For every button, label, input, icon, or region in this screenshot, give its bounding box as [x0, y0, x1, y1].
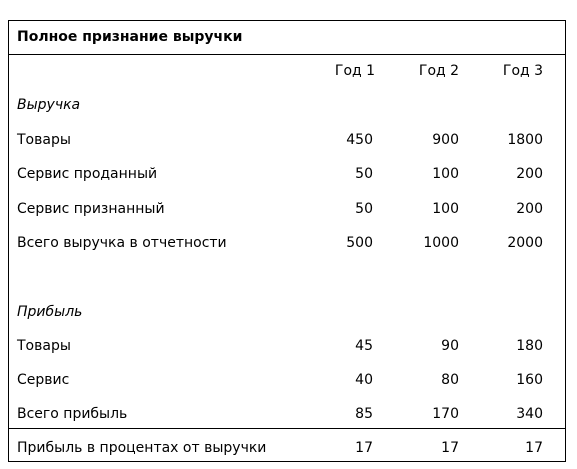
row-value: 17 [355, 440, 373, 456]
table-title: Полное признание выручки [17, 29, 243, 45]
row-value: 17 [525, 440, 543, 456]
row-value: 40 [355, 372, 373, 388]
table-title-row [9, 21, 565, 55]
row-label: Прибыль в процентах от выручки [17, 440, 267, 456]
revenue-table [8, 20, 566, 462]
row-value: 50 [355, 201, 373, 217]
header-row [9, 61, 565, 85]
row-value: 200 [516, 201, 543, 217]
row-label: Всего прибыль [17, 406, 128, 422]
row-value: 340 [516, 406, 543, 422]
row-value: 45 [355, 338, 373, 354]
table-row [9, 164, 565, 188]
row-value: 50 [355, 166, 373, 182]
footer-divider [9, 428, 565, 429]
table-row-total-profit [9, 404, 565, 428]
row-value: 90 [441, 338, 459, 354]
revenue-section-heading [9, 95, 565, 119]
row-value: 200 [516, 166, 543, 182]
row-label: Сервис проданный [17, 166, 158, 182]
table-row [9, 336, 565, 360]
profit-section-heading [9, 302, 565, 326]
row-value: 100 [432, 166, 459, 182]
row-value: 170 [432, 406, 459, 422]
row-value: 85 [355, 406, 373, 422]
row-value: 900 [432, 132, 459, 148]
row-value: 450 [346, 132, 373, 148]
row-value: 100 [432, 201, 459, 217]
header-year-1: Год 1 [334, 63, 376, 79]
row-value: 2000 [507, 235, 543, 251]
section-heading: Прибыль [17, 304, 83, 320]
row-label: Товары [17, 132, 71, 148]
row-label: Сервис признанный [17, 201, 165, 217]
row-value: 80 [441, 372, 459, 388]
row-value: 180 [516, 338, 543, 354]
row-value: 1000 [423, 235, 459, 251]
header-year-3: Год 3 [502, 63, 544, 79]
row-value: 17 [441, 440, 459, 456]
section-heading: Выручка [17, 97, 81, 113]
row-value: 1800 [507, 132, 543, 148]
row-label: Всего выручка в отчетности [17, 235, 227, 251]
row-value: 160 [516, 372, 543, 388]
table-row [9, 370, 565, 394]
header-year-2: Год 2 [418, 63, 460, 79]
row-label: Сервис [17, 372, 70, 388]
table-row [9, 130, 565, 154]
row-label: Товары [17, 338, 71, 354]
table-row-profit-percent [9, 438, 565, 462]
table-row [9, 199, 565, 223]
table-row-total-revenue [9, 233, 565, 257]
row-value: 500 [346, 235, 373, 251]
